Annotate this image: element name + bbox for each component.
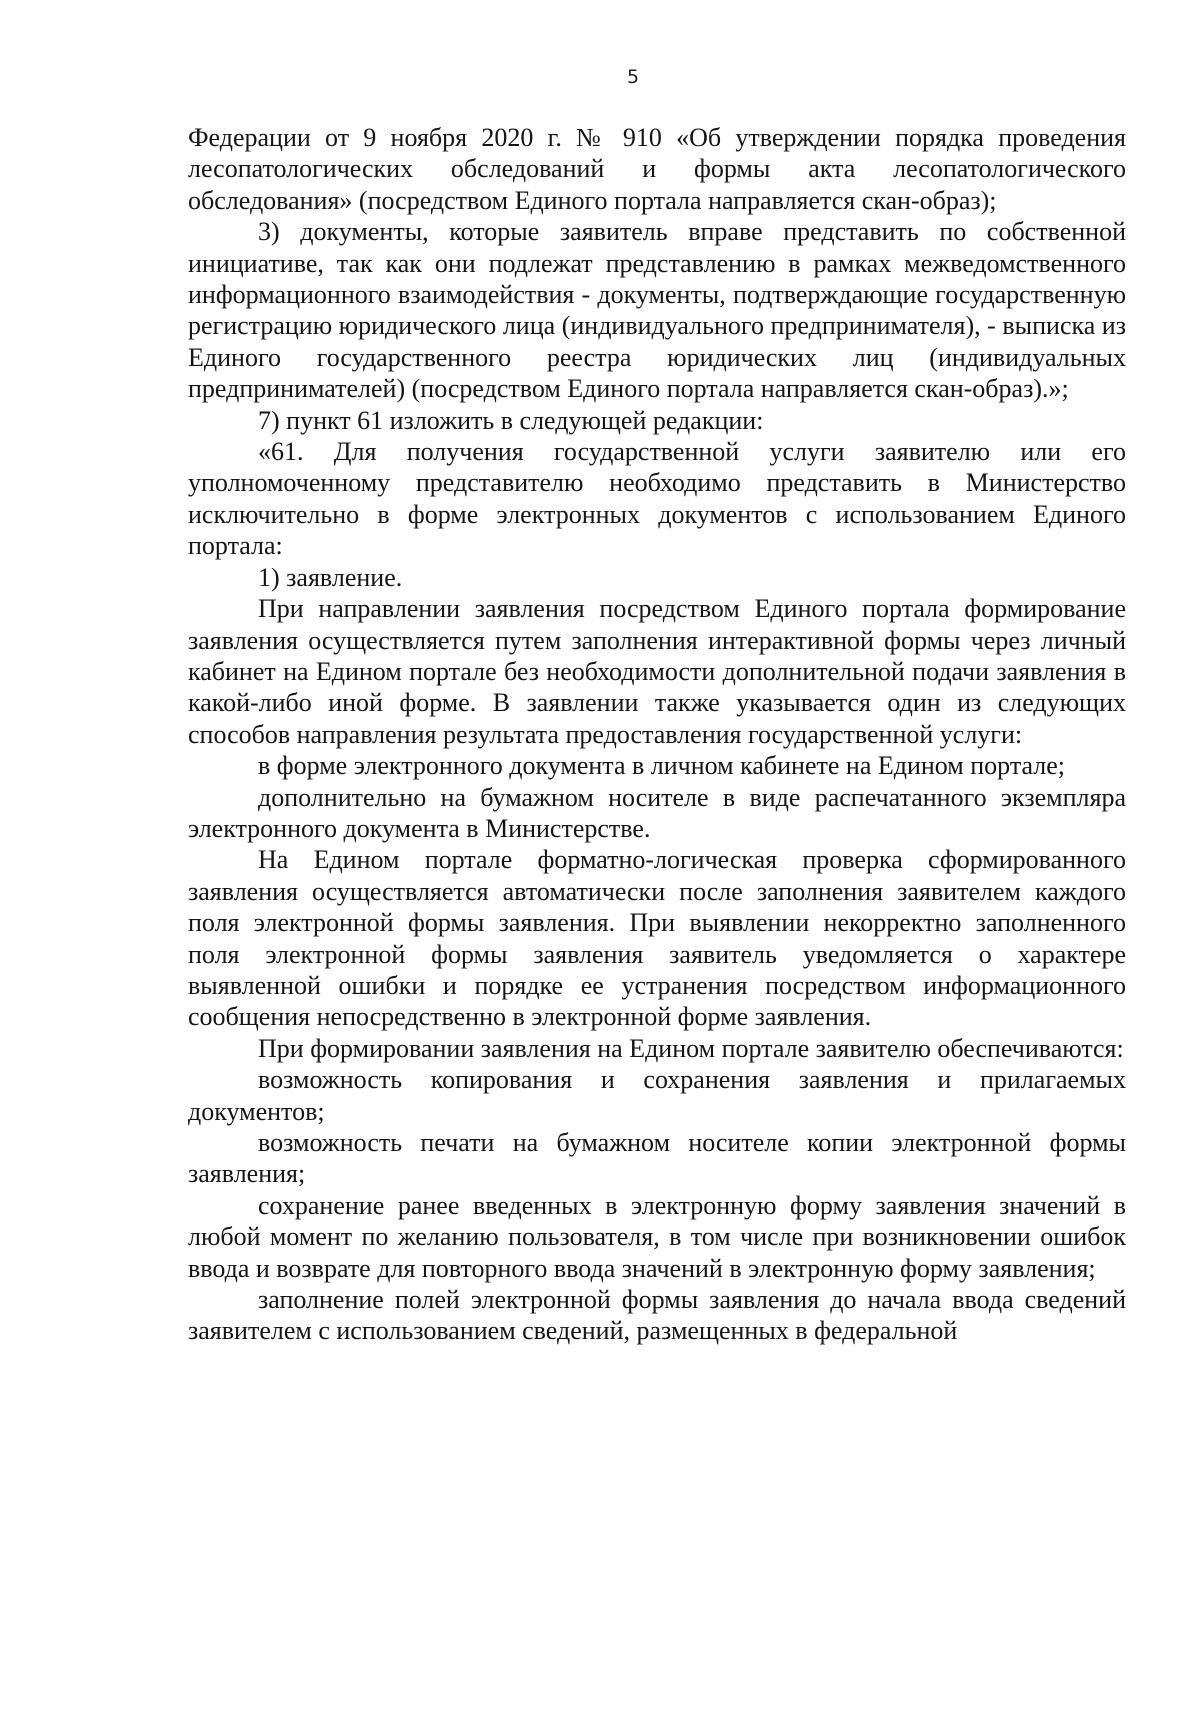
paragraph: При направлении заявления посредством Единого портала формирование заявления осуществляется путем заполнения интерактивной формы через личный кабинет на Едином портале без необходимости дополнительной подачи заявления в какой-либо иной форме. В заявлении также указывается один из следующих способов направления результата предоставления государственной услуги: <box>188 594 1126 749</box>
paragraph: в форме электронного документа в личном кабинете на Едином портале; <box>258 751 1066 781</box>
paragraph: возможность печати на бумажном носителе копии электронной формы заявления; <box>188 1128 1126 1189</box>
paragraph: 1) заявление. <box>258 562 403 592</box>
paragraph: дополнительно на бумажном носителе в виде распечатанного экземпляра электронного документа в Министерстве. <box>188 782 1126 843</box>
paragraph: «61. Для получения государственной услуги заявителю или его уполномоченному представителю необходимо представить в Министерство исключительно в форме электронных документов с использованием Единого портала: <box>188 437 1126 561</box>
paragraph: При формировании заявления на Едином портале заявителю обеспечиваются: <box>258 1033 1124 1063</box>
paragraph: 7) пункт 61 изложить в следующей редакции: <box>258 405 764 435</box>
document-body <box>188 122 1126 1347</box>
paragraph: возможность копирования и сохранения заявления и прилагаемых документов; <box>188 1065 1126 1126</box>
paragraph: 3) документы, которые заявитель вправе представить по собственной инициативе, так как они подлежат представлению в рамках межведомственного информационного взаимодействия - документы, подтверждающие государственную регистрацию юридического лица (индивидуального предпринимателя), - выписка из Единого государственного реестра юридических лиц (индивидуальных предпринимателей) (посредством Единого портала направляется скан-образ).»; <box>188 217 1126 404</box>
paragraph: сохранение ранее введенных в электронную форму заявления значений в любой момент по желанию пользователя, в том числе при возникновении ошибок ввода и возврате для повторного ввода значений в электронную форму заявления; <box>188 1190 1126 1283</box>
page-number: 5 <box>626 66 640 88</box>
paragraph: заполнение полей электронной формы заявления до начала ввода сведений заявителем с использованием сведений, размещенных в федеральной <box>188 1285 1126 1346</box>
paragraph: Федерации от 9 ноября 2020 г. № 910 «Об утверждении порядка проведения лесопатологических обследований и формы акта лесопатологического обследования» (посредством Единого портала направляется скан-образ); <box>188 123 1126 215</box>
paragraph: На Едином портале форматно-логическая проверка сформированного заявления осуществляется автоматически после заполнения заявителем каждого поля электронной формы заявления. При выявлении некорректно заполненного поля электронной формы заявления заявитель уведомляется о характере выявленной ошибки и порядке ее устранения посредством информационного сообщения непосредственно в электронной форме заявления. <box>188 845 1126 1032</box>
